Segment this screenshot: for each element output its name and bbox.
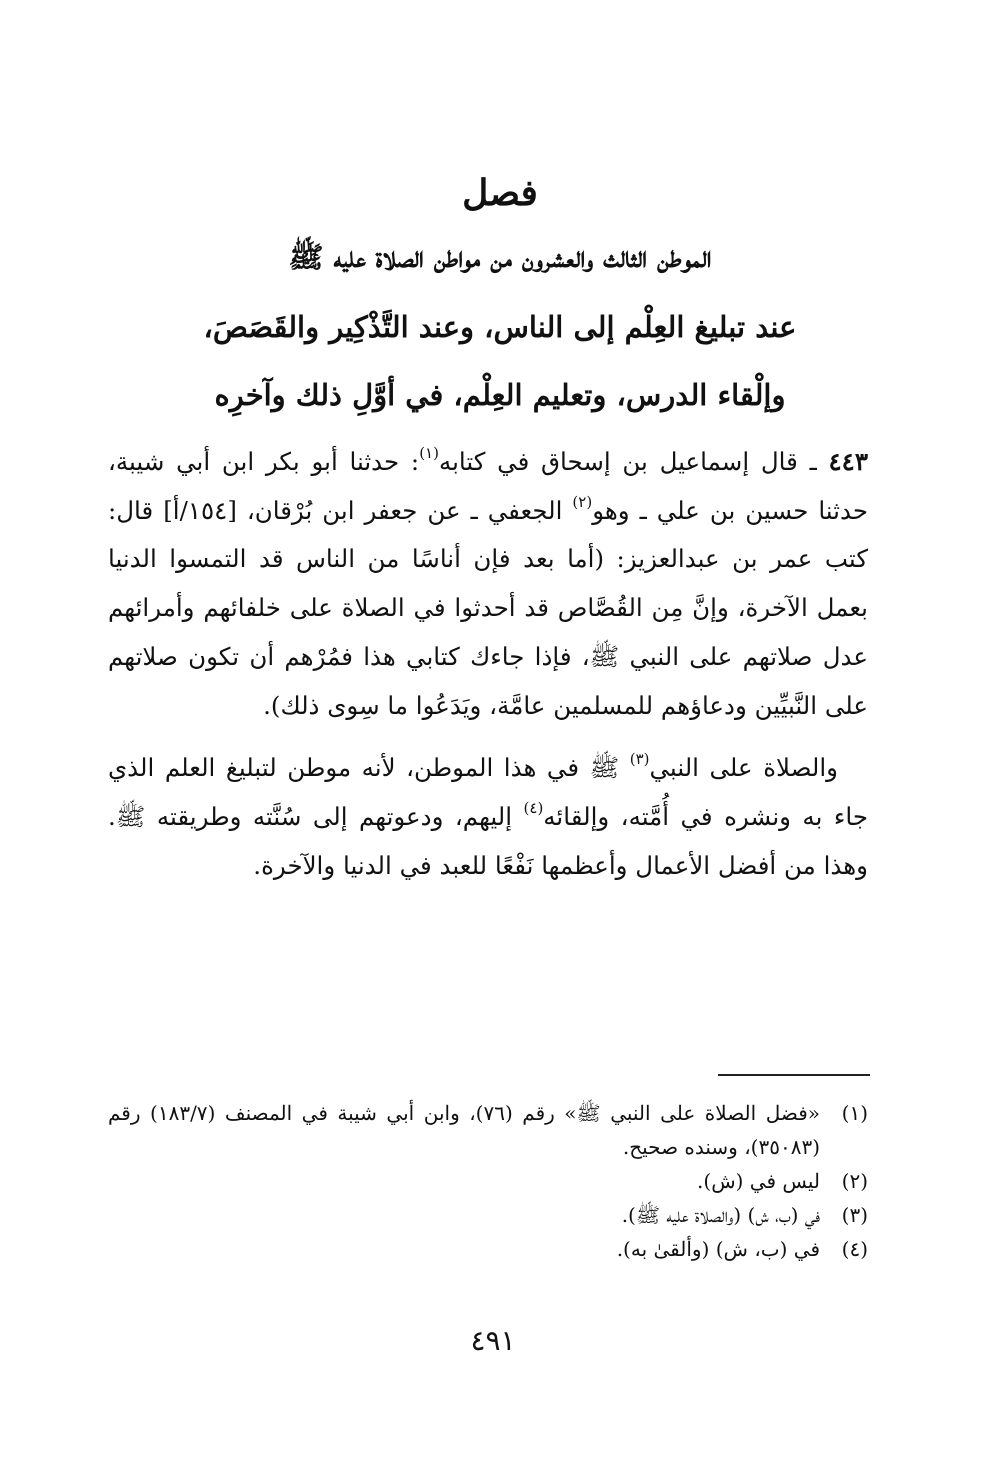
footnote-text: «فضل الصلاة على النبي ﷺ» رقم (٧٦)، وابن أبي شيبة في المصنف (١٨٣/٧) رقم (٣٥٠٨٣)، وسنده صحيح. [108, 1101, 820, 1159]
heading-line-3: وإلْقاء الدرس، وتعليم العِلْم، في أوَّلِ ذلك وآخرِه [214, 378, 786, 412]
hadith-number: ٤٤٣ [828, 447, 868, 476]
footnote [108, 1232, 868, 1266]
footnote-number: (٣) [841, 1203, 868, 1227]
paragraph-443 [108, 438, 868, 730]
footnote-text: في (ب، ش) (والصلاة عليه ﷺ). [621, 1203, 820, 1227]
paragraph-text: ﷺ في هذا الموطن، لأنه موطن لتبليغ العلم الذي جاء به ونشره في أُمَّته، وإلقائه [108, 753, 868, 831]
footnote-ref: (٣) [629, 750, 650, 769]
section-title: فصل [462, 172, 538, 214]
paragraph-text: الجعفي ـ عن جعفر ابن بُرْقان، [١٥٤/أ] قال: كتب عمر بن عبدالعزيز: (أما بعد فإن أناسًا من الناس قد التمسوا الدنيا بعمل الآخرة، وإنَّ مِن القُصَّاص قد أحدثوا في الصلاة على خلفائهم وأمرائهم عدل صلاتهم على النبي ﷺ، فإذا جاءك كتابي هذا فمُرْهم أن تكون صلاتهم على النَّبيِّين ودعاؤهم للمسلمين عامَّة، ويَدَعُوا ما سِوى ذلك). [108, 495, 868, 720]
paragraph-commentary [108, 744, 868, 890]
main-text [108, 438, 868, 890]
footnote-number: (٢) [841, 1169, 868, 1193]
footnote-divider [718, 1074, 870, 1076]
heading-line-2: عند تبليغ العِلْم إلى الناس، وعند التَّذْكِير والقَصَصَ، [203, 310, 797, 344]
heading-line-1: الموطن الثالث والعشرون من مواطن الصلاة عليه ﷺ [288, 240, 712, 274]
paragraph-text: ـ قال إسماعيل بن إسحاق في كتابه [438, 447, 817, 476]
footnote-ref: (٢) [572, 492, 593, 511]
footnote [108, 1198, 868, 1232]
footnotes [108, 1096, 868, 1266]
page-number: ٤٩١ [470, 1324, 516, 1357]
footnote-number: (٤) [841, 1237, 868, 1261]
footnote-text: ليس في (ش). [697, 1169, 820, 1193]
footnote [108, 1164, 868, 1198]
footnote-number: (١) [841, 1101, 868, 1125]
footnote [108, 1096, 868, 1164]
footnote-text: في (ب، ش) (وألقىٰ به). [616, 1237, 820, 1261]
paragraph-text: والصلاة على النبي [649, 753, 838, 783]
paragraph-text: : حدثنا أبو بكر ابن أبي شيبة، حدثنا حسين بن علي ـ وهو [108, 447, 868, 525]
paragraph-text: إليهم، ودعوتهم إلى سُنَّته وطريقته ﷺ. وهذا من أفضل الأعمال وأعظمها نَفْعًا للعبد في الدنيا والآخرة. [108, 801, 868, 880]
footnote-ref: (١) [419, 444, 439, 462]
footnote-ref: (٤) [523, 798, 544, 817]
